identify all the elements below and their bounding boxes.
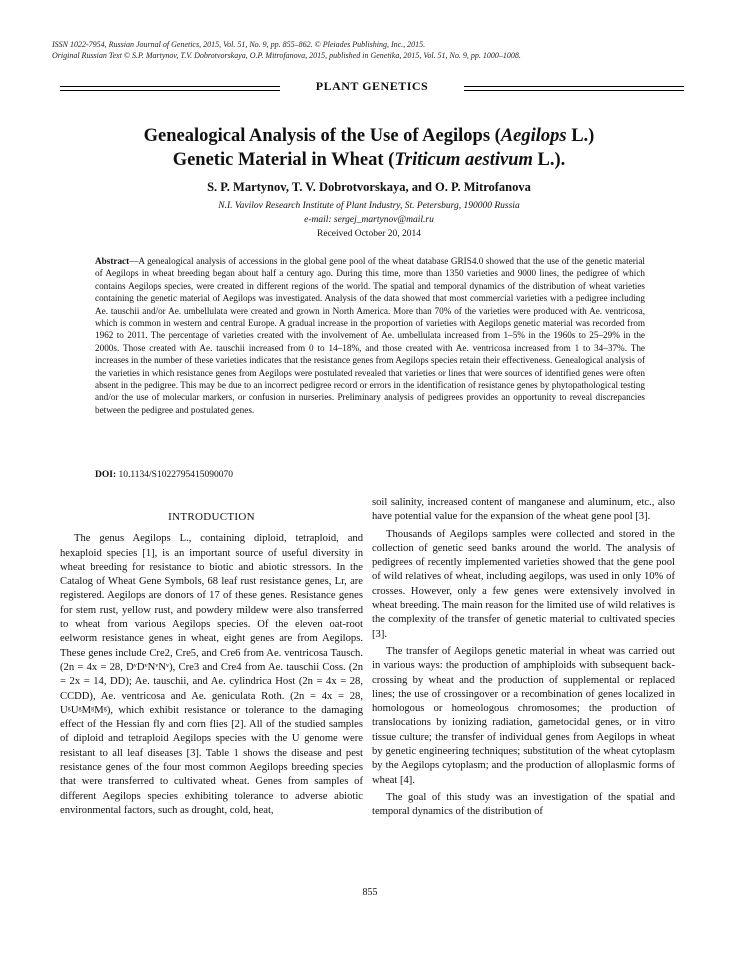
received-date: Received October 20, 2014 bbox=[317, 229, 421, 239]
title-species: Triticum aestivum bbox=[394, 150, 533, 170]
title-text: Genetic Material in Wheat ( bbox=[172, 150, 395, 170]
journal-header-line-2: Original Russian Text © S.P. Martynov, T.V. Dobrotvorskaya, O.P. Mitrofanova, 2015, published in Genetika, 2015, Vol. 51, No. 9, pp. 1000–1008. bbox=[52, 50, 521, 60]
section-rule-left bbox=[60, 86, 280, 91]
abstract-text: —A genealogical analysis of accessions in the global gene pool of the wheat database GRIS4.0 showed that the use of the genetic material of Aegilops in wheat breeding began about half a century ago. During this time, more than 1350 varieties and 9000 lines, the pedigree of which contains Aegilops species, were created in different regions of the world. The spatial and temporal dynamics of the distribution of wheat varieties containing the genetic material of Aegilops was investigated. Analysis of the data showed that most commercial varieties with a pedigree including Ae. tauschii and/or Ae. umbellulata were created and grown in North America. More than 70% of the varieties were produced with Ae. ventricosa, which is common in western and central Europe. A gradual increase in the proportion of varieties with Aegilops genetic material was recorded from 1962 to 2011. The percentage of varieties created with the involvement of Ae. umbellulata increased from 1–5% in the 1960s to 25–29% in the 2000s. Those created with Ae. tauschii increased from 0 to 14–18%, and those created with Ae. ventricosa increased from 1 to 34–37%. The increases in the number of these varieties indicates that the resistance genes from Aegilops species retain their effectiveness. Genealogical analysis of the varieties in which resistance genes from Aegilops were postulated revealed that varieties or lines that were sources of identified genes were often absent in the pedigree. This may be due to an incorrect pedigree record or errors in the identification of resistance genes by phytopathological testing and/or the use of molecular markers, or confusion in nurseries. Preliminary analysis of pedigrees provides an opportunity to reveal discrepancies between the pedigree and postulated genes. bbox=[95, 256, 645, 415]
author-list: S. P. Martynov, T. V. Dobrotvorskaya, and O. P. Mitrofanova bbox=[207, 180, 531, 194]
abstract bbox=[95, 255, 645, 416]
journal-header bbox=[52, 40, 521, 61]
affiliation: N.I. Vavilov Research Institute of Plant Industry, St. Petersburg, 190000 Russia bbox=[218, 201, 520, 211]
abstract-label: Abstract bbox=[95, 256, 130, 266]
body-paragraph: The genus Aegilops L., containing diploid, tetraploid, and hexaploid species [1], is an important source of useful diversity in wheat breeding for resistance to biotic and abiotic stressors. In the Catalog of Wheat Gene Symbols, 68 leaf rust resistance genes, Lr, are registered. Aegilops are donors of 17 of these genes. Resistance genes for stem rust, yellow rust, and powdery mildew were also transferred to wheat from various Aegilops species. Of the eleven oat-root eelworm resistance genes in wheat, eight genes are from Aegilops. These genes include Cre2, Cre5, and Cre6 from Ae. ventricosa Tausch. (2n = 4x = 28, DᵛDᵛNᵛNᵛ), Cre3 and Cre4 from Ae. tauschii Coss. (2n = 2x = 14, DD); Ae. tauschii, and Ae. cylindrica Host (2n = 4x = 28, CCDD), Ae. ventricosa and Ae. geniculata Roth. (2n = 4x = 28, UᵍUᵍMᵍMᵍ), which exhibit resistance or tolerance to the damaging effect of the Hessian fly and corn flies [2]. All of the studied samples of diploid and tetraploid Aegilops species with the U genome were resistant to all leaf diseases [3]. Table 1 shows the disease and pest resistance genes of the four most common Aegilops breeding species that were transferred to cultivated wheat. Genes from samples of different Aegilops species exhibiting tolerance to adverse abiotic environmental factors, such as drought, cold, heat, bbox=[60, 533, 363, 816]
article-title bbox=[60, 124, 678, 172]
title-text: L.). bbox=[532, 150, 566, 170]
body-column-right bbox=[372, 496, 675, 823]
title-text: Genealogical Analysis of the Use of Aegilops ( bbox=[143, 126, 501, 146]
body-paragraph: Thousands of Aegilops samples were collected and stored in the collection of genetic seed banks around the world. The analysis of pedigrees of recently implemented varieties showed that the gene pool of wild relatives of wheat, including aegilops, was used in only 10% of crosses. However, only a few genes were extensively involved in wheat breeding. The main reason for the limited use of wild relatives is the complexity of the transfer of genetic material to cultivated species [3]. bbox=[372, 528, 675, 640]
introduction-heading: INTRODUCTION bbox=[168, 511, 255, 523]
title-genus: Aegilops bbox=[500, 126, 567, 146]
doi-value[interactable]: 10.1134/S1022795415090070 bbox=[118, 470, 233, 480]
section-rule-right bbox=[464, 86, 684, 91]
contact-email[interactable]: e-mail: sergej_martynov@mail.ru bbox=[304, 215, 434, 225]
doi-label: DOI: bbox=[95, 470, 117, 480]
body-paragraph: The transfer of Aegilops genetic material in wheat was carried out in various ways: the production of amphiploids with subsequent back-crossing by wheat and the production of supplemental or replaced lines; the use of crossingover or a recombination of genes localized in homologous or homeologous chromosomes; the production of translocations by ionizing radiation, gametocidal genes, or in vitro tissue culture; the transfer of individual genes from Aegilops in wheat by genetic engineering techniques; substitution of the wheat cytoplasm by the Aegilops cytoplasm; and the production of alloplasmic forms of wheat [4]. bbox=[372, 645, 675, 786]
body-paragraph: The goal of this study was an investigation of the spatial and temporal dynamics of the distribution of bbox=[372, 791, 675, 818]
title-text: L.) bbox=[566, 126, 595, 146]
journal-header-line-1: ISSN 1022-7954, Russian Journal of Genetics, 2015, Vol. 51, No. 9, pp. 855–862. © Pleiades Publishing, Inc., 2015. bbox=[52, 40, 426, 49]
title-line-1 bbox=[60, 124, 678, 148]
page-number: 855 bbox=[362, 887, 378, 898]
title-line-2 bbox=[60, 148, 678, 172]
body-column-left bbox=[60, 498, 363, 821]
body-paragraph: soil salinity, increased content of manganese and aluminum, etc., also have potential value for the expansion of the wheat gene pool [3]. bbox=[372, 497, 675, 523]
doi bbox=[95, 470, 233, 480]
section-label: PLANT GENETICS bbox=[315, 79, 429, 93]
